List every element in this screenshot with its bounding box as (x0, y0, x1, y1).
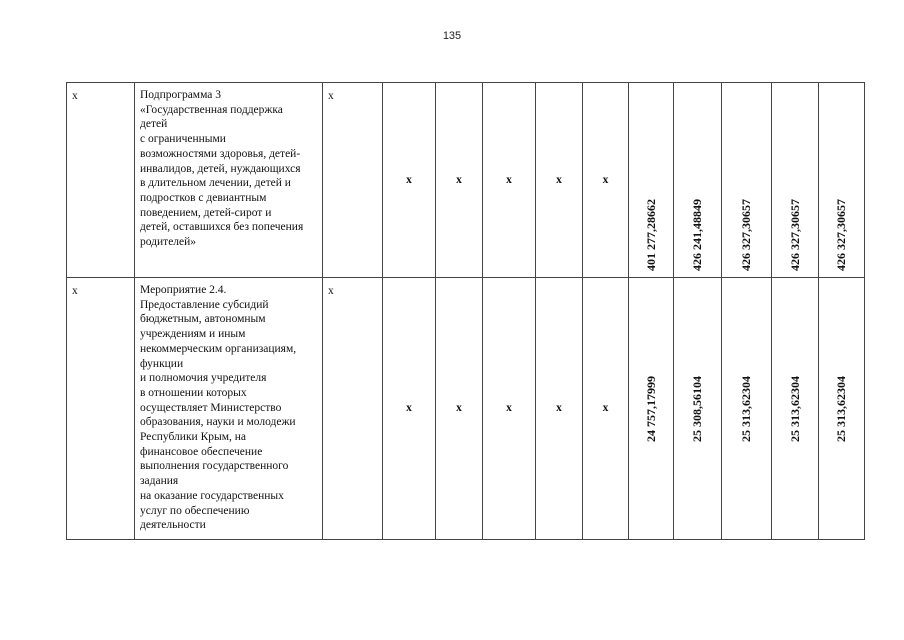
amount-value: 401 277,28662 (643, 199, 658, 271)
name-line: родителей» (140, 236, 197, 249)
mark-cell: х (583, 83, 629, 278)
amount-cell (722, 278, 772, 540)
amount-cell (772, 278, 819, 540)
name-line: услуг по обеспечению (140, 504, 250, 517)
page-number: 135 (442, 30, 462, 42)
name-line: задания (140, 475, 179, 488)
name-line: в отношении которых (140, 386, 247, 399)
name-line: Предоставление субсидий (140, 298, 269, 311)
row-marker: х (67, 278, 135, 540)
mark-cell: х (436, 83, 483, 278)
mark-cell: х (436, 278, 483, 540)
name-line: поведением, детей-сирот и (140, 206, 272, 219)
mark-cell: х (483, 83, 536, 278)
code-cell: х (323, 83, 383, 278)
name-line: Республики Крым, на (140, 431, 246, 444)
amount-cell (674, 278, 722, 540)
amount-value: 426 327,30657 (834, 199, 849, 271)
name-line: инвалидов, детей, нуждающихся (140, 162, 301, 175)
mark-cell: х (536, 83, 583, 278)
amount-value: 426 327,30657 (739, 199, 754, 271)
name-line: бюджетным, автономным (140, 313, 266, 326)
table-row-subprogram-3 (67, 83, 865, 278)
name-line: выполнения государственного (140, 460, 289, 473)
amount-cell (819, 278, 865, 540)
name-line: детей, оставшихся без попечения (140, 221, 304, 234)
name-line: с ограниченными (140, 133, 226, 146)
mark-cell: х (583, 278, 629, 540)
name-line: некоммерческим организациям, (140, 342, 297, 355)
row-marker: х (67, 83, 135, 278)
name-line: осуществляет Министерство (140, 401, 282, 414)
name-line: функции (140, 357, 184, 370)
name-line: Мероприятие 2.4. (140, 284, 227, 296)
amount-cell (629, 278, 674, 540)
amount-value: 25 313,62304 (787, 375, 802, 442)
amount-cell (819, 83, 865, 278)
amount-cell (629, 83, 674, 278)
amount-cell (772, 83, 819, 278)
amount-value: 25 313,62304 (739, 375, 754, 442)
name-line: возможностями здоровья, детей- (140, 147, 301, 160)
program-name-cell (135, 83, 323, 278)
name-line: в длительном лечении, детей и (140, 177, 291, 190)
amount-value: 426 327,30657 (787, 199, 802, 271)
name-line: и полномочия учредителя (140, 372, 267, 385)
name-line: деятельности (140, 519, 206, 532)
budget-table (66, 82, 865, 540)
amount-value: 25 308,56104 (690, 375, 705, 442)
name-line: «Государственная поддержка (140, 103, 283, 116)
mark-cell: х (536, 278, 583, 540)
amount-value: 25 313,62304 (834, 375, 849, 442)
mark-cell: х (383, 278, 436, 540)
name-line: детей (140, 118, 168, 131)
amount-cell (722, 83, 772, 278)
name-line: подростков с девиантным (140, 191, 267, 204)
name-line: учреждениям и иным (140, 328, 246, 341)
name-line: финансовое обеспечение (140, 445, 263, 458)
mark-cell: х (383, 83, 436, 278)
table-row-measure-2-4 (67, 278, 865, 540)
name-line: Подпрограмма 3 (140, 89, 222, 101)
amount-cell (674, 83, 722, 278)
amount-value: 426 241,48849 (690, 199, 705, 271)
mark-cell: х (483, 278, 536, 540)
amount-value: 24 757,17999 (643, 375, 658, 442)
program-name-cell (135, 278, 323, 540)
name-line: образования, науки и молодежи (140, 416, 296, 429)
code-cell: х (323, 278, 383, 540)
name-line: на оказание государственных (140, 489, 284, 502)
